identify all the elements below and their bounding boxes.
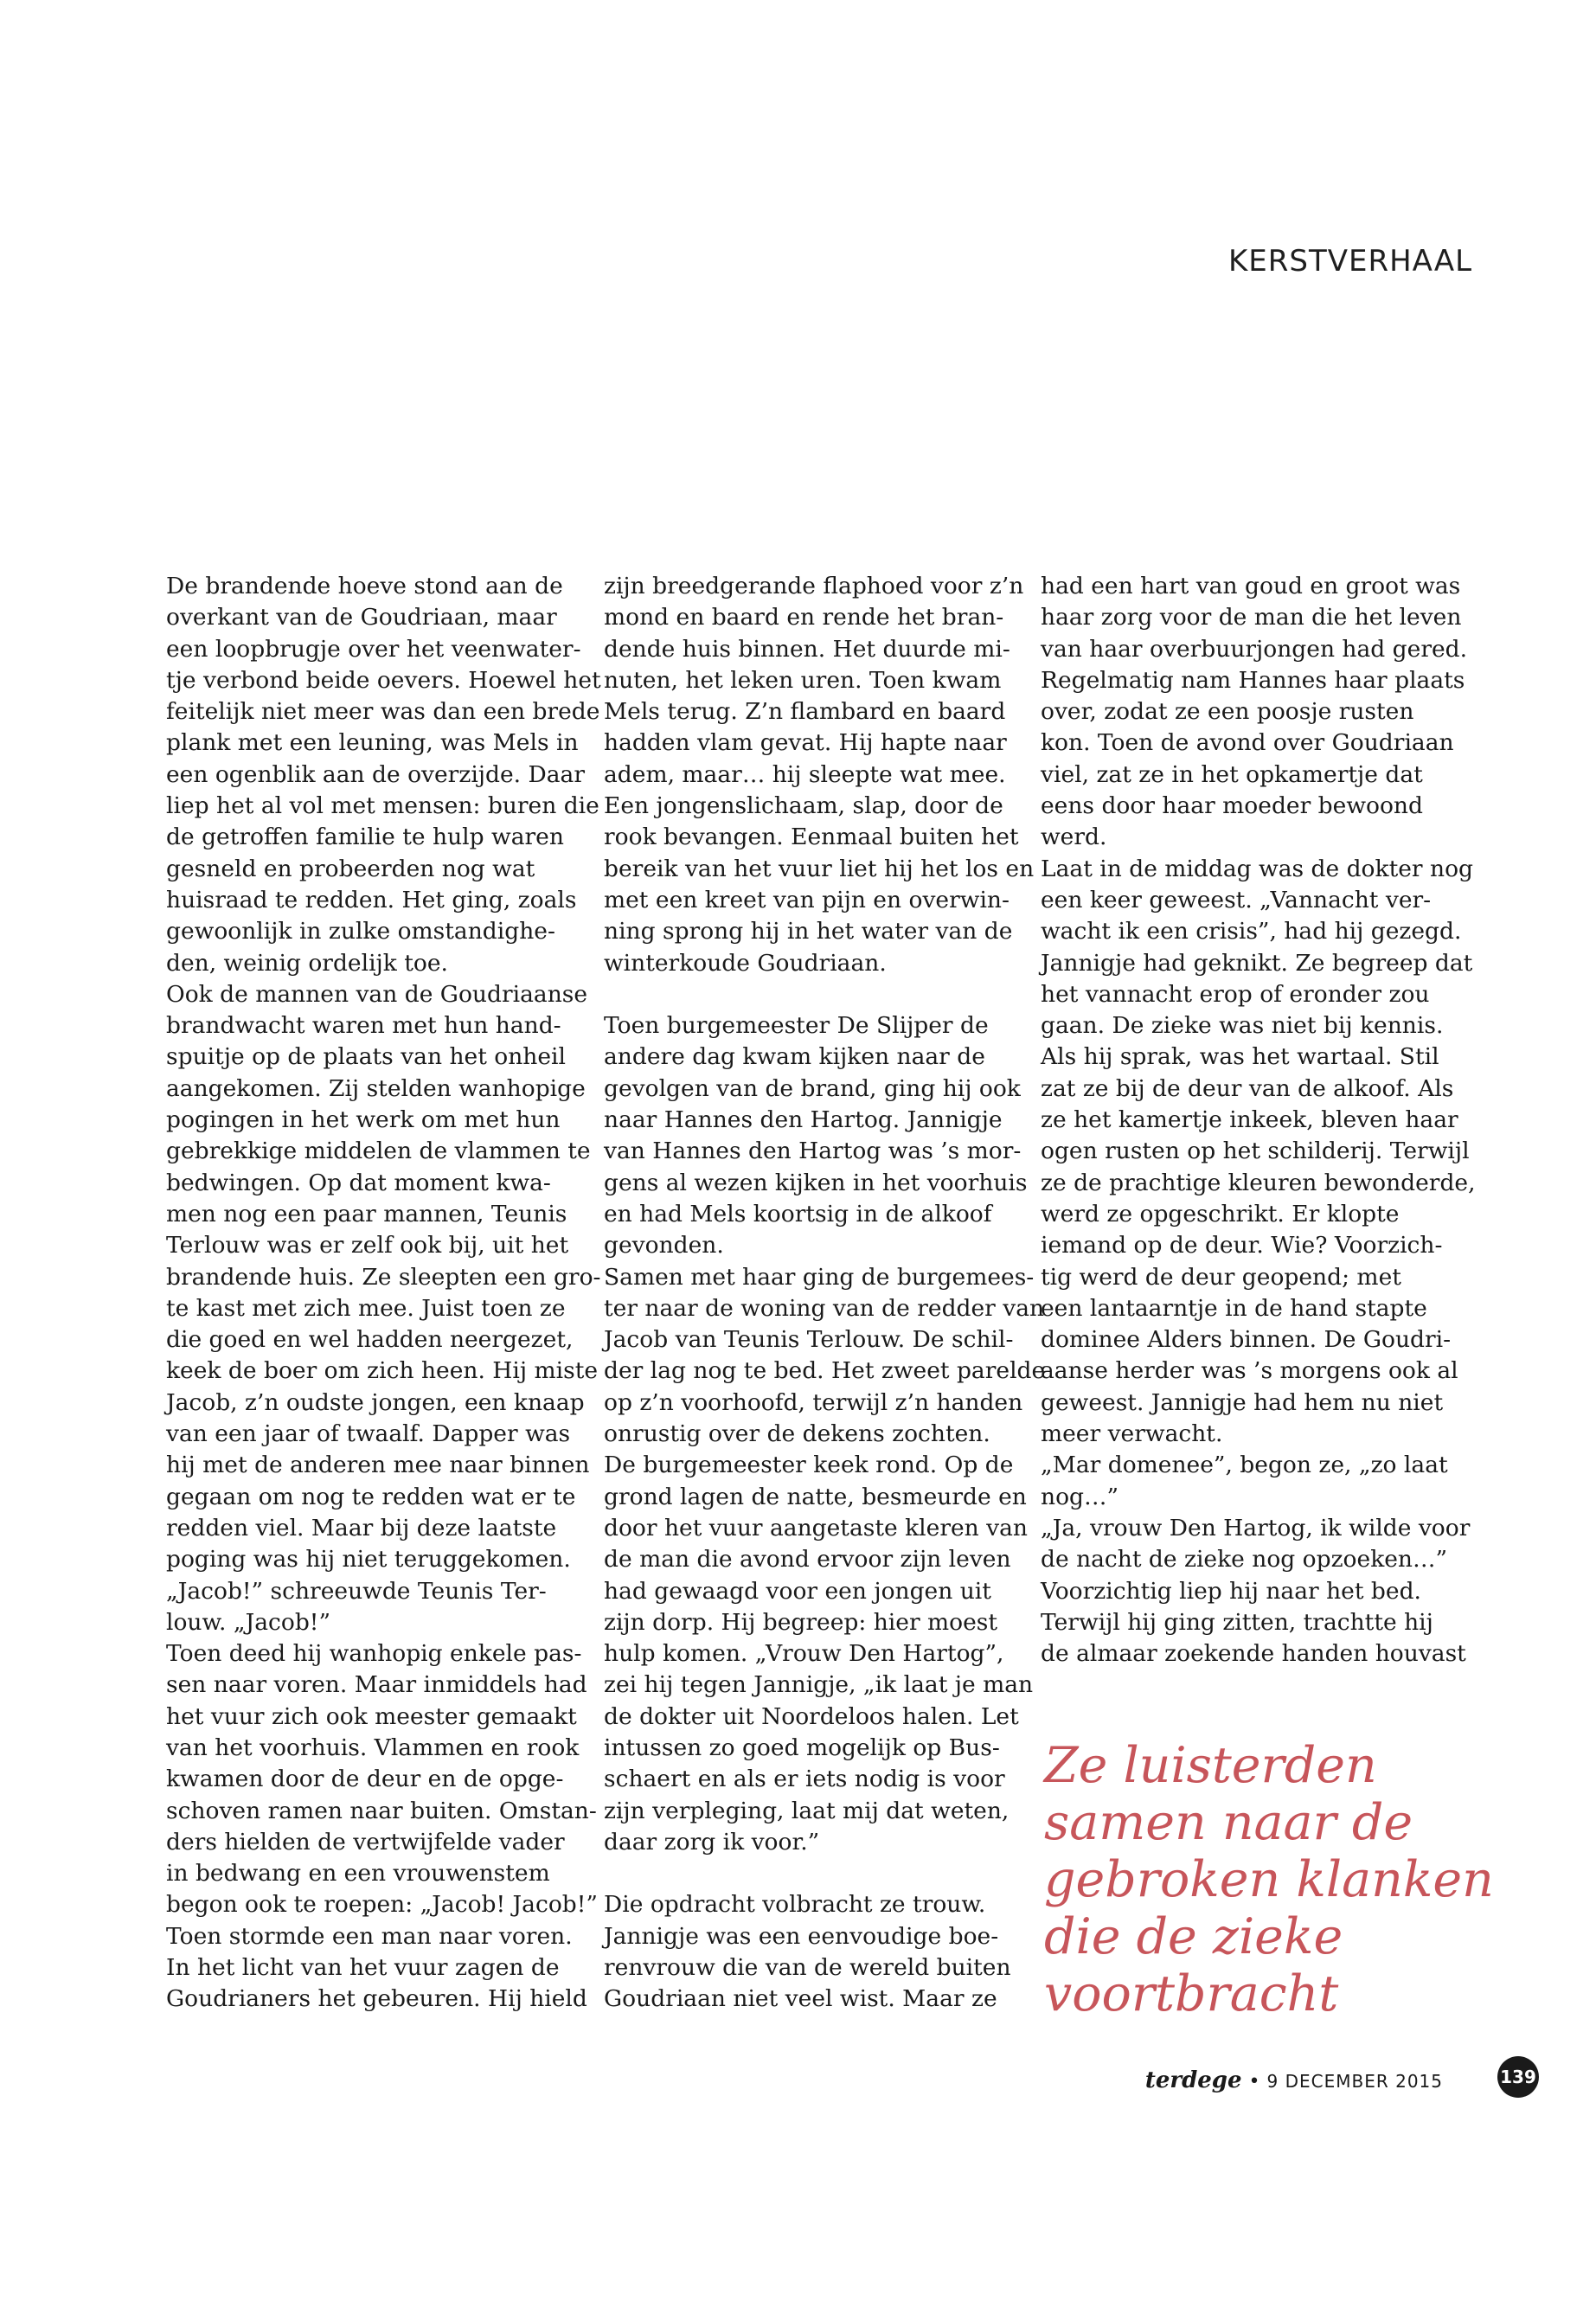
text-line: had gewaagd voor een jongen uit (604, 1577, 991, 1605)
text-line: Die opdracht volbracht ze trouw. (604, 1891, 986, 1919)
text-line: der lag nog te bed. Het zweet parelde (604, 1357, 1046, 1385)
pull-quote-line: voortbracht (1044, 1965, 1339, 2022)
page-footer (865, 2067, 1443, 2093)
text-line: kwamen door de deur en de opge- (166, 1766, 564, 1793)
text-line (604, 979, 1045, 1010)
text-line: Als hij sprak, was het wartaal. Stil (1041, 1043, 1439, 1071)
text-line: intussen zo goed mogelijk op Bus- (604, 1734, 1000, 1761)
text-column-2 (604, 571, 1045, 2016)
text-line: Laat in de middag was de dokter nog (1041, 855, 1473, 882)
text-line: werd ze opgeschrikt. Er klopte (1041, 1200, 1400, 1227)
section-label: KERSTVERHAAL (1228, 244, 1473, 279)
text-line: Een jongenslichaam, slap, door de (604, 792, 1003, 820)
text-line: De brandende hoeve stond aan de (166, 573, 563, 599)
text-line: zijn dorp. Hij begreep: hier moest (604, 1608, 998, 1636)
text-line: pogingen in het werk om met hun (166, 1106, 561, 1134)
pull-quote-line: gebroken klanken (1044, 1851, 1494, 1908)
text-line: hadden vlam gevat. Hij hapte naar (604, 729, 1007, 757)
text-line: gevonden. (604, 1232, 724, 1259)
text-line: De burgemeester keek rond. Op de (604, 1452, 1014, 1479)
text-line: haar zorg voor de man die het leven (1041, 604, 1462, 631)
text-line: ning sprong hij in het water van de (604, 918, 1013, 945)
text-line: en had Mels koortsig in de alkoof (604, 1200, 992, 1227)
text-line: Toen burgemeester De Slijper de (604, 1012, 989, 1040)
text-line: schoven ramen naar buiten. Omstan- (166, 1797, 597, 1824)
text-line: poging was hij niet teruggekomen. (166, 1546, 571, 1574)
text-line: „Jacob!” schreeuwde Teunis Ter- (166, 1577, 547, 1605)
text-line: de almaar zoekende handen houvast (1041, 1640, 1466, 1668)
text-line: gevolgen van de brand, ging hij ook (604, 1074, 1021, 1102)
pull-quote-line: die de zieke (1044, 1908, 1343, 1965)
pull-quote (1044, 1737, 1494, 2022)
text-line: de dokter uit Noordeloos halen. Let (604, 1702, 1019, 1730)
text-line: adem, maar… hij sleepte wat mee. (604, 760, 1006, 788)
text-column-1 (166, 571, 601, 2016)
pull-quote-line: Ze luisterden (1044, 1737, 1377, 1794)
text-line: huisraad te redden. Het ging, zoals (166, 886, 577, 913)
text-line: redden viel. Maar bij deze laatste (166, 1514, 557, 1541)
text-line: dende huis binnen. Het duurde mi- (604, 635, 1010, 663)
text-line: nog…” (1041, 1483, 1119, 1510)
text-line: aanse herder was ’s morgens ook al (1041, 1357, 1458, 1385)
text-line: feitelijk niet meer was dan een brede (166, 698, 600, 726)
text-line: op z’n voorhoofd, terwijl z’n handen (604, 1388, 1023, 1416)
pull-quote-line: samen naar de (1044, 1794, 1413, 1851)
text-line: aangekomen. Zij stelden wanhopige (166, 1074, 586, 1102)
text-column-3 (1041, 571, 1476, 1670)
text-line: Toen stormde een man naar voren. (166, 1922, 573, 1950)
text-line: gebrekkige middelen de vlammen te (166, 1138, 591, 1165)
text-line: Jacob, z’n oudste jongen, een knaap (166, 1388, 585, 1416)
text-line: ders hielden de vertwijfelde vader (166, 1828, 565, 1856)
text-line: rook bevangen. Eenmaal buiten het (604, 824, 1019, 851)
text-line: spuitje op de plaats van het onheil (166, 1043, 567, 1071)
text-line: van het voorhuis. Vlammen en rook (166, 1734, 580, 1761)
text-line: ter naar de woning van de redder van (604, 1294, 1045, 1322)
text-line: kon. Toen de avond over Goudriaan (1041, 729, 1454, 757)
text-line: mond en baard en rende het bran- (604, 604, 1004, 631)
issue-date: 9 DECEMBER 2015 (1266, 2071, 1443, 2092)
text-line: te kast met zich mee. Juist toen ze (166, 1294, 566, 1322)
text-line: die goed en wel hadden neergezet, (166, 1326, 574, 1354)
text-line: schaert en als er iets nodig is voor (604, 1766, 1005, 1793)
text-line: renvrouw die van de wereld buiten (604, 1954, 1011, 1982)
text-line: het vannacht erop of eronder zou (1041, 980, 1430, 1008)
text-line: met een kreet van pijn en overwin- (604, 886, 1010, 913)
text-line: ogen rusten op het schilderij. Terwijl (1041, 1138, 1470, 1165)
text-line: Jannigje had geknikt. Ze begreep dat (1041, 949, 1473, 977)
text-line: eens door haar moeder bewoond (1041, 792, 1423, 820)
text-line: van Hannes den Hartog was ’s mor- (604, 1138, 1022, 1165)
text-line: door het vuur aangetaste kleren van (604, 1514, 1028, 1541)
text-line: gesneld en probeerden nog wat (166, 855, 535, 882)
text-line: grond lagen de natte, besmeurde en (604, 1483, 1027, 1510)
text-line: had een hart van goud en groot was (1041, 573, 1461, 599)
text-line: louw. „Jacob!” (166, 1608, 330, 1636)
text-line: zat ze bij de deur van de alkoof. Als (1041, 1074, 1454, 1102)
text-line: dominee Alders binnen. De Goudri- (1041, 1326, 1452, 1354)
text-line: brandwacht waren met hun hand- (166, 1012, 561, 1040)
text-line: brandende huis. Ze sleepten een gro- (166, 1263, 601, 1291)
text-line: van haar overbuurjongen had gered. (1041, 635, 1468, 663)
text-line: bereik van het vuur liet hij het los en (604, 855, 1035, 882)
text-line: meer verwacht. (1041, 1420, 1223, 1448)
text-line: tje verbond beide oevers. Hoewel het (166, 666, 601, 694)
text-line: een lantaarntje in de hand stapte (1041, 1294, 1427, 1322)
text-line: bedwingen. Op dat moment kwa- (166, 1169, 551, 1196)
text-line: tig werd de deur geopend; met (1041, 1263, 1401, 1291)
text-line: over, zodat ze een poosje rusten (1041, 698, 1414, 726)
text-line: Samen met haar ging de burgemees- (604, 1263, 1035, 1291)
text-line: winterkoude Goudriaan. (604, 949, 887, 977)
text-line: ze de prachtige kleuren bewonderde, (1041, 1169, 1476, 1196)
text-line: Toen deed hij wanhopig enkele pas- (166, 1640, 582, 1668)
text-line: hulp komen. „Vrouw Den Hartog”, (604, 1640, 1004, 1668)
text-line: Ook de mannen van de Goudriaanse (166, 980, 588, 1008)
text-line: een loopbrugje over het veenwater- (166, 635, 581, 663)
text-line: onrustig over de dekens zochten. (604, 1420, 990, 1448)
text-line: „Mar domenee”, begon ze, „zo laat (1041, 1452, 1448, 1479)
text-line: Jacob van Teunis Terlouw. De schil- (604, 1326, 1014, 1354)
text-line: plank met een leuning, was Mels in (166, 729, 579, 757)
text-line: Voorzichtig liep hij naar het bed. (1041, 1577, 1421, 1605)
text-line (604, 1858, 1045, 1889)
text-line: geweest. Jannigje had hem nu niet (1041, 1388, 1444, 1416)
text-line: liep het al vol met mensen: buren die (166, 792, 599, 820)
text-line: den, weinig ordelijk toe. (166, 949, 448, 977)
text-line: Goudriaan niet veel wist. Maar ze (604, 1985, 997, 2013)
text-line: Mels terug. Z’n flambard en baard (604, 698, 1006, 726)
text-line: hij met de anderen mee naar binnen (166, 1452, 590, 1479)
text-line: van een jaar of twaalf. Dapper was (166, 1420, 571, 1448)
text-line: sen naar voren. Maar inmiddels had (166, 1671, 587, 1699)
text-line: zijn verpleging, laat mij dat weten, (604, 1797, 1010, 1824)
text-line: overkant van de Goudriaan, maar (166, 604, 557, 631)
text-line: gaan. De zieke was niet bij kennis. (1041, 1012, 1444, 1040)
text-line: Goudrianers het gebeuren. Hij hield (166, 1985, 587, 2013)
text-line: het vuur zich ook meester gemaakt (166, 1702, 577, 1730)
text-line: viel, zat ze in het opkamertje dat (1041, 760, 1423, 788)
text-line: In het licht van het vuur zagen de (166, 1954, 560, 1982)
text-line: gens al wezen kijken in het voorhuis (604, 1169, 1028, 1196)
text-line: Terwijl hij ging zitten, trachtte hij (1041, 1608, 1433, 1636)
text-line: zijn breedgerande flaphoed voor z’n (604, 573, 1024, 599)
text-line: de nacht de zieke nog opzoeken…” (1041, 1546, 1448, 1574)
text-line: de man die avond ervoor zijn leven (604, 1546, 1011, 1574)
text-line: begon ook te roepen: „Jacob! Jacob!” (166, 1891, 598, 1919)
text-line: zei hij tegen Jannigje, „ik laat je man (604, 1671, 1034, 1699)
text-line: Terlouw was er zelf ook bij, uit het (166, 1232, 569, 1259)
text-line: gewoonlijk in zulke omstandighe- (166, 918, 555, 945)
text-line: de getroffen familie te hulp waren (166, 824, 564, 851)
text-line: Jannigje was een eenvoudige boe- (604, 1922, 999, 1950)
text-line: een keer geweest. „Vannacht ver- (1041, 886, 1432, 913)
text-line: ze het kamertje inkeek, bleven haar (1041, 1106, 1458, 1134)
text-line: men nog een paar mannen, Teunis (166, 1200, 567, 1227)
text-line: daar zorg ik voor.” (604, 1828, 820, 1856)
magazine-brand: terdege (1144, 2067, 1242, 2093)
text-line: nuten, het leken uren. Toen kwam (604, 666, 1002, 694)
text-line: keek de boer om zich heen. Hij miste (166, 1357, 599, 1385)
text-line: naar Hannes den Hartog. Jannigje (604, 1106, 1003, 1134)
text-line: werd. (1041, 824, 1107, 851)
text-line: „Ja, vrouw Den Hartog, ik wilde voor (1041, 1514, 1471, 1541)
text-line: iemand op de deur. Wie? Voorzich- (1041, 1232, 1443, 1259)
text-line: andere dag kwam kijken naar de (604, 1043, 985, 1071)
text-line: een ogenblik aan de overzijde. Daar (166, 760, 586, 788)
page-number-badge: 139 (1497, 2056, 1539, 2098)
text-line: wacht ik een crisis”, had hij gezegd. (1041, 918, 1462, 945)
footer-separator: • (1248, 2071, 1260, 2093)
text-line: Regelmatig nam Hannes haar plaats (1041, 666, 1465, 694)
text-line: in bedwang en een vrouwenstem (166, 1860, 550, 1888)
text-line: gegaan om nog te redden wat er te (166, 1483, 576, 1510)
